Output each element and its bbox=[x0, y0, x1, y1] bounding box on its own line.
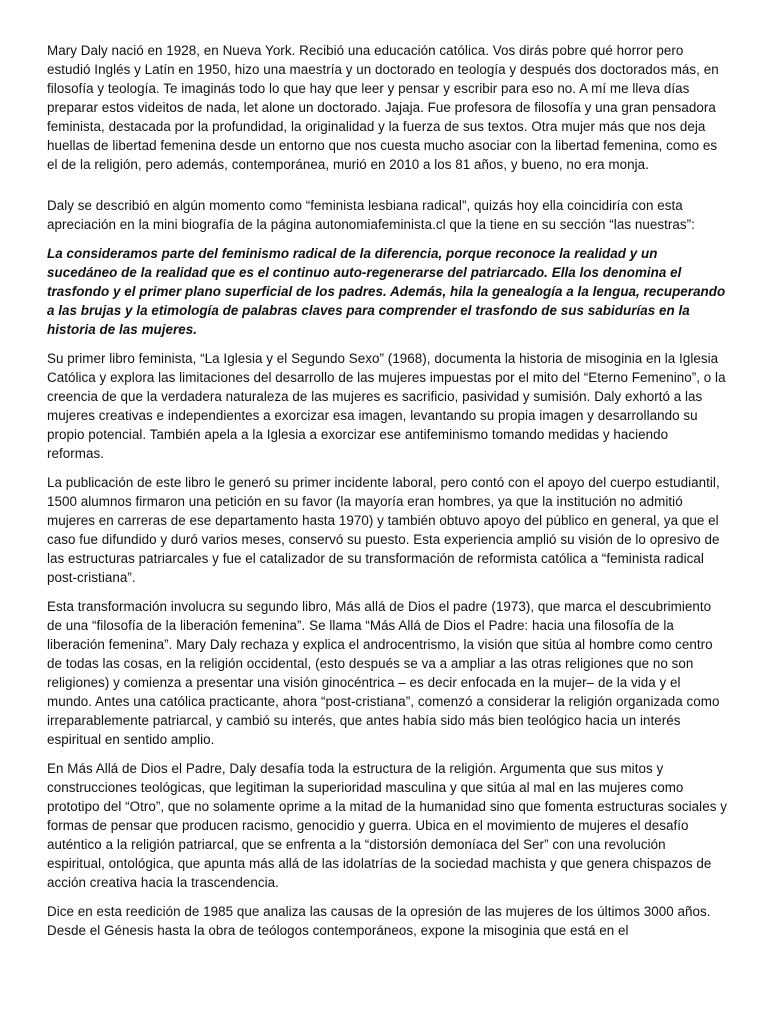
paragraph-religion-challenge: En Más Allá de Dios el Padre, Daly desafía toda la estructura de la religión. Argumenta que sus mitos y construcciones teológicas, que legitiman la superioridad masculina y que sitúa al mal en las mujeres como prototipo del “Otro”, que no solamente oprime a la mitad de la humanidad sino que fomenta estructuras sociales y formas de pensar que producen racismo, genocidio y guerra. Ubica en el movimiento de mujeres el desafío auténtico a la religión patriarcal, que se enfrenta a la “distorsión demoníaca del Ser” con una revolución espiritual, ontológica, que apunta más allá de las idolatrías de la sociedad machista y que genera chispazos de acción creativa hacia la trascendencia. bbox=[47, 761, 727, 890]
paragraph-second-book: Esta transformación involucra su segundo libro, Más allá de Dios el padre (1973), que marca el descubrimiento de una “filosofía de la liberación femenina”. Se llama “Más Allá de Dios el Padre: hacia una filosofía de la liberación femenina”. Mary Daly rechaza y explica el androcentrismo, la visión que sitúa al hombre como centro de todas las cosas, en la religión occidental, (esto después se va a ampliar a las otras religiones que no son religiones) y comienza a presentar una visión ginocéntrica – es decir enfocada en la mujer– de la vida y el mundo. Antes una católica practicante, ahora “post-cristiana”, comenzó a considerar la religión organizada como irreparablemente patriarcal, y cambió su interés, que antes había sido más bien teológico hacia un interés espiritual en sentido amplio. bbox=[47, 599, 720, 747]
paragraph-self-description: Daly se describió en algún momento como “feminista lesbiana radical”, quizás hoy ella coincidiría con esta apreciación en la mini biografía de la página autonomiafeminista.cl que la tiene en su sección “las nuestras”: bbox=[47, 198, 695, 232]
paragraph-biography: Mary Daly nació en 1928, en Nueva York. Recibió una educación católica. Vos dirás pobre qué horror pero estudió Inglés y Latín en 1950, hizo una maestría y un doctorado en teología y después dos doctorados más, en filosofía y teología. Te imaginás todo lo que hay que leer y pensar y escribir para eso no. A mí me lleva días preparar estos videitos de nada, let alone un doctorado. Jajaja. Fue profesora de filosofía y una gran pensadora feminista, destacada por la profundidad, la originalidad y la fuerza de sus textos. Otra mujer más que nos deja huellas de libertad femenina desde un entorno que nos cuesta mucho asociar con la libertad femenina, como es el de la religión, pero además, contemporánea, murió en 2010 a los 81 años, y bueno, no era monja. bbox=[47, 43, 719, 172]
paragraph-reedition: Dice en esta reedición de 1985 que analiza las causas de la opresión de las mujeres de los últimos 3000 años. Desde el Génesis hasta la obra de teólogos contemporáneos, expone la misoginia que está en el bbox=[47, 904, 711, 938]
document-body bbox=[47, 41, 727, 950]
paragraph-quote: La consideramos parte del feminismo radical de la diferencia, porque reconoce la realidad y un sucedáneo de la realidad que es el continuo auto-regenerarse del patriarcado. Ella los denomina el trasfondo y el primer plano superficial de los padres. Además, hila la genealogía a la lengua, recuperando a las brujas y la etimología de palabras claves para comprender el trasfondo de sus sabidurías en la historia de las mujeres. bbox=[47, 246, 726, 337]
paragraph-labor-incident: La publicación de este libro le generó su primer incidente laboral, pero contó con el apoyo del cuerpo estudiantil, 1500 alumnos firmaron una petición en su favor (la mayoría eran hombres, ya que la institución no admitió mujeres en carreras de ese departamento hasta 1970) y también obtuvo apoyo del público en general, ya que el caso fue difundido y duró varios meses, conservó su puesto. Esta experiencia amplió su visión de lo opresivo de las estructuras patriarcales y fue el catalizador de su transformación de reformista católica a “feminista radical post-cristiana”. bbox=[47, 475, 720, 585]
paragraph-first-book: Su primer libro feminista, “La Iglesia y el Segundo Sexo” (1968), documenta la historia de misoginia en la Iglesia Católica y explora las limitaciones del desarrollo de las mujeres impuestas por el mito del “Eterno Femenino”, o la creencia de que la verdadera naturaleza de las mujeres es sacrificio, pasividad y sumisión. Daly exhortó a las mujeres creativas e independientes a exorcizar esa imagen, levantando su propia imagen y desarrollando su propio potencial. También apela a la Iglesia a exorcizar ese antifeminismo tomando medidas y haciendo reformas. bbox=[47, 351, 726, 461]
